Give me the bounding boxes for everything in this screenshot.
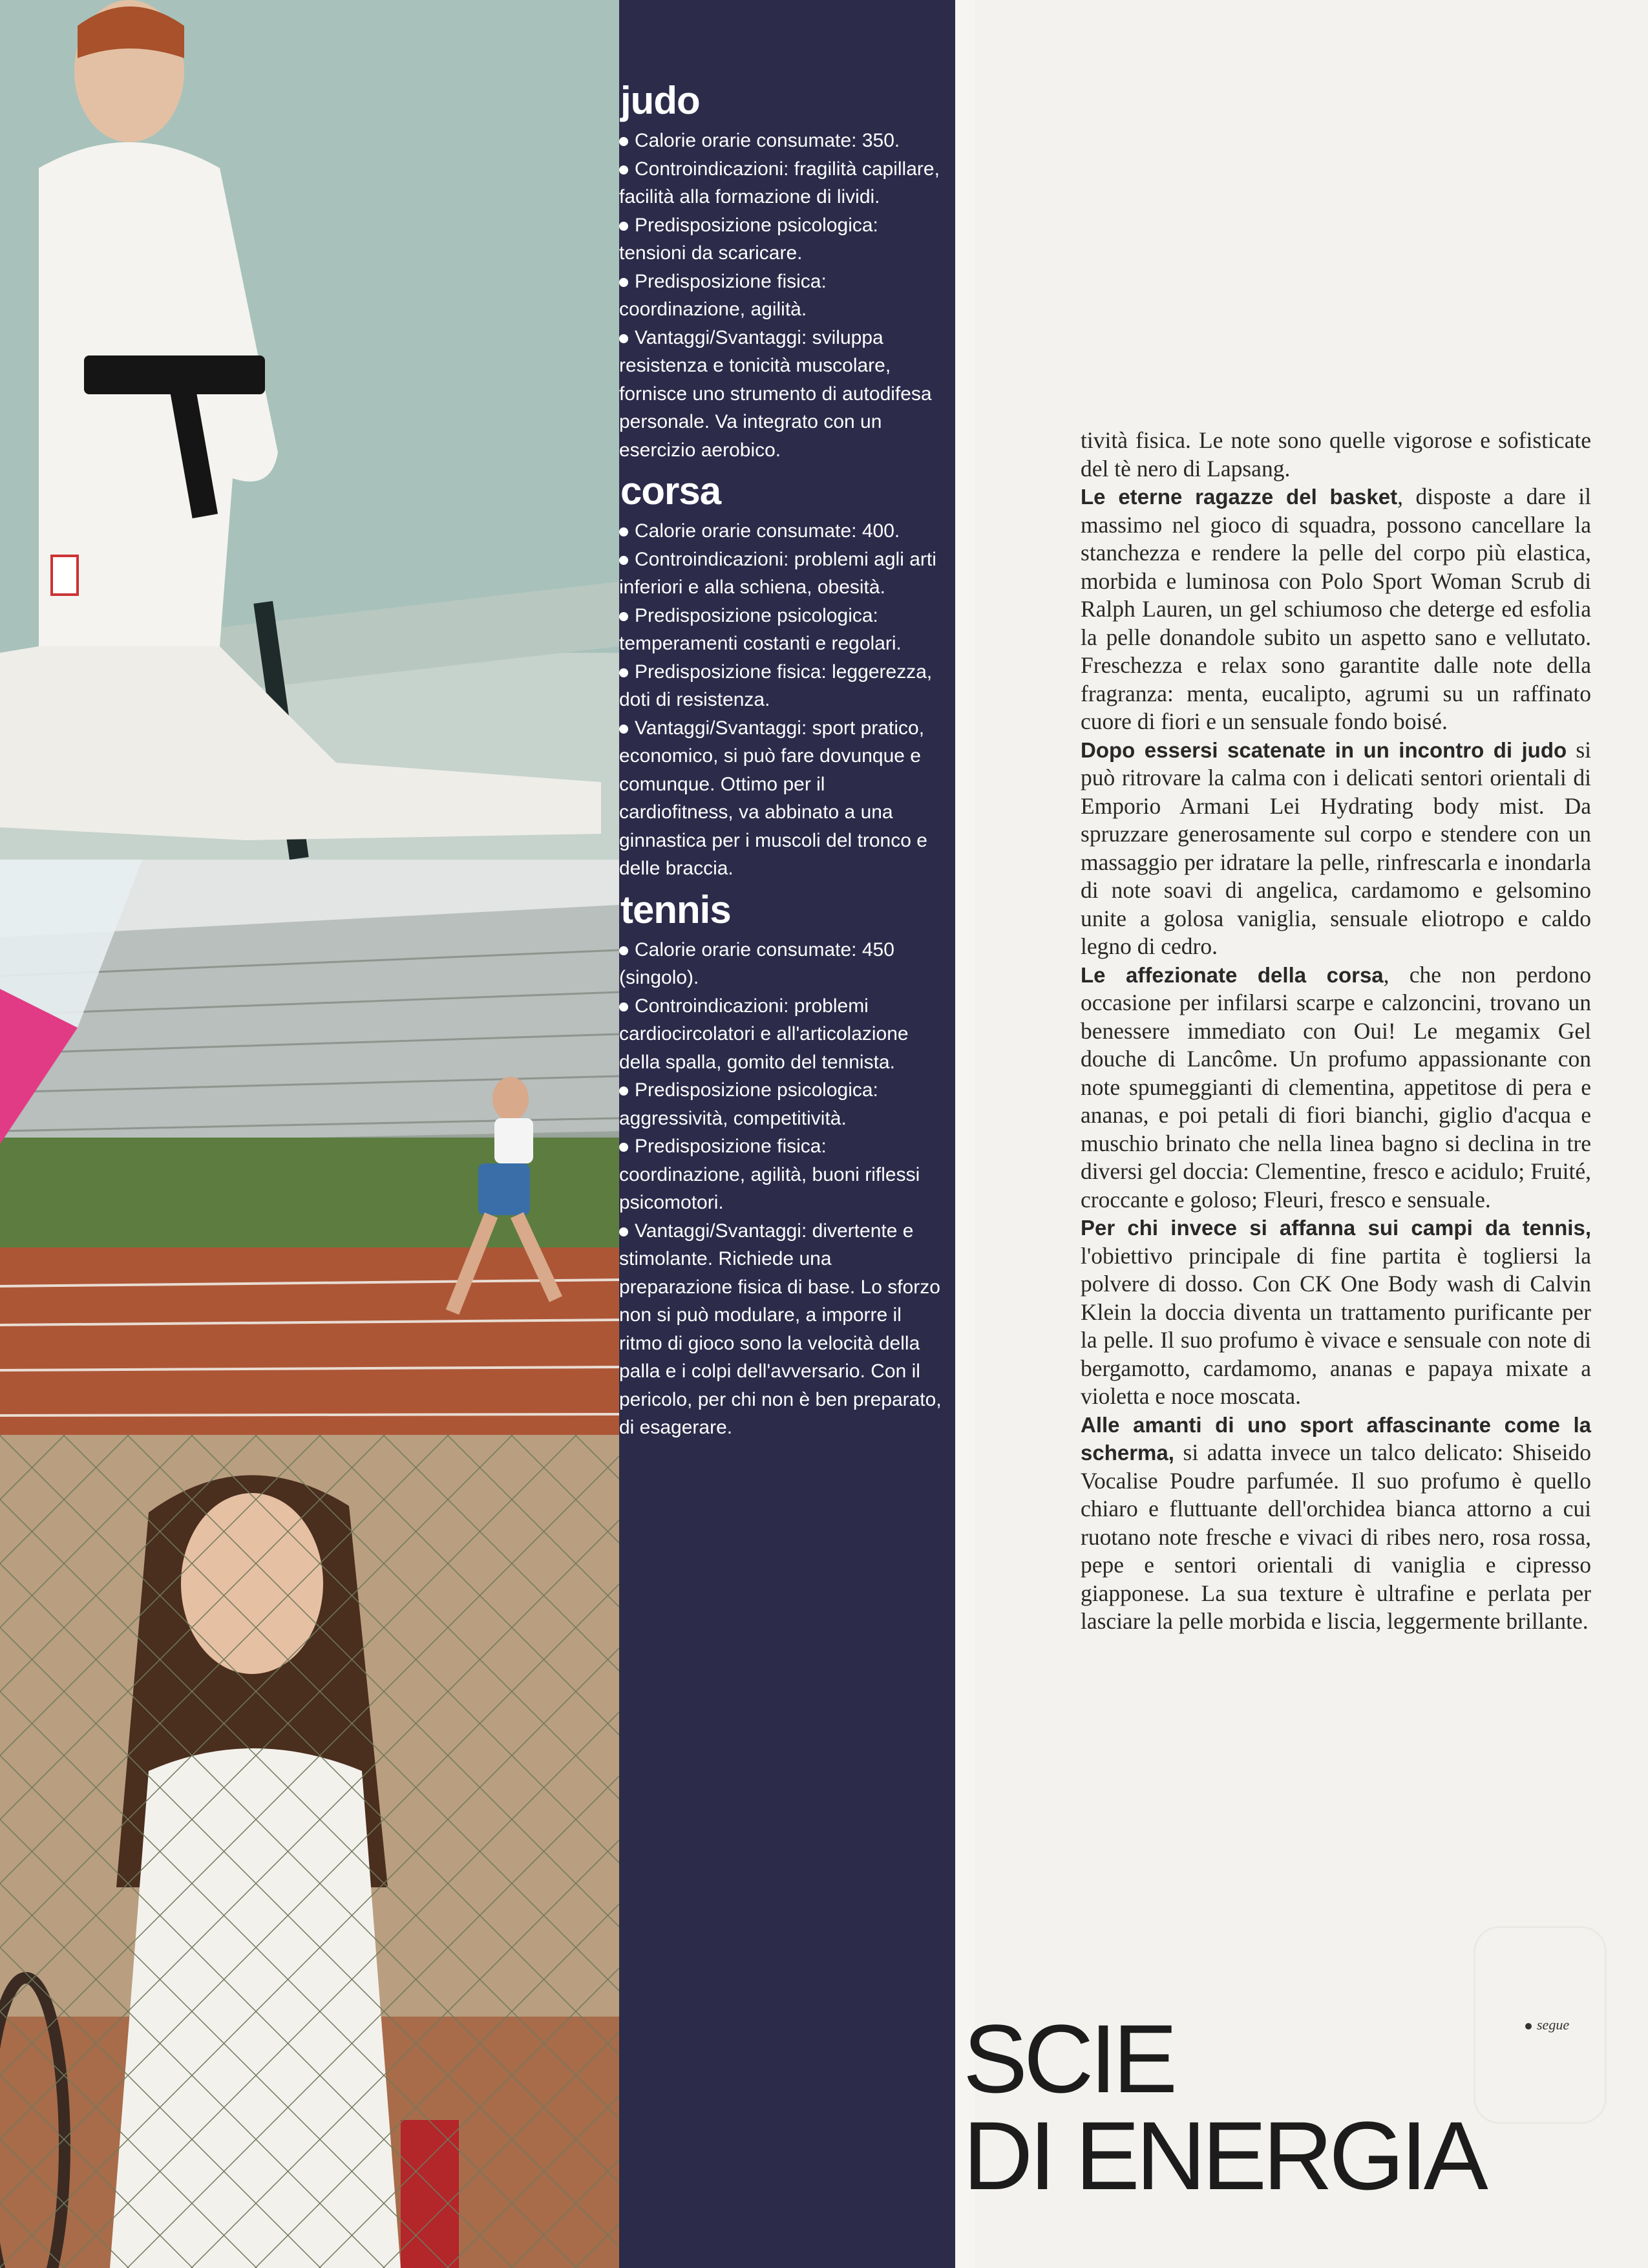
tennis-item-text: Predisposizione psicologica: aggressività, competitività. [619, 1079, 878, 1129]
paragraph-text: , che non perdono occasione per infilarsi scarpe e calzoncini, trovano un benessere immediato con Oui! Le megamix Gel douche di Lancôme. Un profumo appassionante con note spumeggianti di clementina, appetitose di pera e ananas, e poi petali di fiori bianchi, giglio d'acqua e muschio brinato che nella linea bagno si declina in tre diversi gel doccia: Clementine, fresco e acidulo; Fruité, croccante e goloso; Fleuri, fresco e sensuale. [1081, 961, 1592, 1213]
corsa-item [619, 517, 942, 546]
bullet-icon [619, 946, 628, 955]
bullet-icon [619, 334, 628, 343]
bullet-icon [619, 527, 628, 536]
paragraph-text: si adatta invece un talco delicato: Shiseido Vocalise Poudre parfumée. Il suo profumo è quello chiaro e fluttuante dell'orchidea bianca attorno a cui ruotano note fresche e vivaci di ribes nero, rosa rossa, pepe e sentori orientali di vaniglia e cipresso giapponese. La sua texture è ultrafine e perlata per lasciare la pelle morbida e liscia, leggermente brillante. [1081, 1439, 1591, 1634]
segue-label: segue [1537, 2017, 1570, 2033]
tennis-item [619, 992, 942, 1077]
bullet-icon [619, 1086, 628, 1096]
article-paragraph [1081, 736, 1591, 961]
paragraph-lead: Alle amanti di uno sport affascinante come la scherma, [1081, 1412, 1591, 1465]
section-title-tennis: tennis [620, 887, 731, 931]
article-body [1081, 427, 1591, 1636]
background-watermark-shape [1474, 1926, 1607, 2124]
article-paragraph [1081, 1411, 1591, 1636]
corsa-photo [0, 860, 619, 1435]
page-headline [963, 2004, 1484, 2210]
bullet-icon [619, 165, 628, 175]
bullet-icon [619, 1227, 628, 1236]
tennis-item [619, 1132, 942, 1217]
bullet-icon [619, 725, 628, 734]
paragraph-text: si può ritrovare la calma con i delicati sentori orientali di Emporio Armani Lei Hydrating body mist. Da spruzzare generosamente sul corpo e stendere con un massaggio per idratare la pelle, rinfrescarla e inondarla di note soavi di angelica, cardamomo e gelsomino unite a golosa vaniglia, sensuale eliotropo e caldo legno di cedro. [1081, 736, 1592, 959]
corsa-item-text: Predisposizione psicologica: temperamenti costanti e regolari. [619, 604, 902, 654]
bullet-icon [619, 1002, 628, 1012]
bullet-icon [619, 612, 628, 621]
paragraph-lead: Per chi invece si affanna sui campi da tennis, [1081, 1216, 1591, 1240]
corsa-item-text: Predisposizione fisica: leggerezza, doti di resistenza. [619, 661, 933, 710]
corsa-item-text: Vantaggi/Svantaggi: sport pratico, economico, si può fare dovunque e comunque. Ottimo per il cardiofitness, va abbinato a una ginnastica per i muscoli del tronco e delle braccia. [619, 717, 927, 879]
judo-item [619, 324, 942, 465]
tennis-photo [0, 1435, 619, 2268]
corsa-item [619, 546, 942, 602]
tennis-item-text: Vantaggi/Svantaggi: divertente e stimolante. Richiede una preparazione fisica di base. Lo sforzo non si può modulare, a imporre il ritmo di gioco sono la velocità della palla e i colpi dell'avversario. Con il pericolo, per chi non è ben preparato, di esagerare. [619, 1220, 942, 1438]
paragraph-lead: Le eterne ragazze del basket [1081, 485, 1398, 509]
article-paragraph [1081, 961, 1591, 1214]
judo-item-text: Vantaggi/Svantaggi: sviluppa resistenza e tonicità muscolare, fornisce uno strumento di autodifesa personale. Va integrato con un esercizio aerobico. [619, 326, 932, 461]
corsa-item-text: Controindicazioni: problemi agli arti inferiori e alla schiena, obesità. [619, 548, 936, 598]
corsa-item [619, 714, 942, 883]
bullet-icon [619, 278, 628, 287]
judo-photo-illustration [0, 0, 619, 860]
bullet-icon [619, 222, 628, 231]
paragraph-lead: Le affezionate della corsa [1081, 962, 1384, 987]
judo-item-text: Predisposizione psicologica: tensioni da scaricare. [619, 214, 878, 264]
tennis-item [619, 1217, 942, 1442]
section-judo [619, 78, 942, 464]
tennis-item [619, 936, 942, 992]
judo-item-text: Calorie orarie consumate: 350. [635, 130, 900, 151]
sport-factsheet-sidebar [619, 78, 942, 1446]
paragraph-lead: Dopo essersi scatenate in un incontro di judo [1081, 737, 1567, 762]
paragraph-text: , disposte a dare il massimo nel gioco di squadra, possono cancellare la stanchezza e rendere la pelle del corpo più elastica, morbida e luminosa con Polo Sport Woman Scrub di Ralph Lauren, un gel schiumoso che deterge ed esfolia la pelle donandole subito un aspetto sano e vellutato. Freschezza e relax sono garantite dalle note della fragranza: menta, eucalipto, agrumi su un raffinato cuore di fiori e un sensuale fondo boisé. [1081, 483, 1591, 734]
corsa-photo-illustration [0, 860, 619, 1435]
judo-item-text: Controindicazioni: fragilità capillare, facilità alla formazione di lividi. [619, 158, 940, 207]
section-corsa [619, 468, 942, 883]
article-paragraph [1081, 1214, 1591, 1411]
judo-item [619, 127, 942, 155]
paragraph-text: l'obiettivo principale di fine partita è togliersi la polvere di dosso. Con CK One Body wash di Calvin Klein la doccia diventa un trattamento purificante per la pelle. Il suo profumo è vivace e sensuale con note di bergamotto, cardamomo, ananas e papaya mixate a violetta e noce moscata. [1081, 1242, 1591, 1409]
corsa-item [619, 658, 942, 714]
corsa-item [619, 602, 942, 658]
article-paragraph [1081, 483, 1591, 736]
article-paragraph [1081, 427, 1591, 483]
bullet-icon [619, 556, 628, 565]
judo-item [619, 211, 942, 268]
judo-item-text: Predisposizione fisica: coordinazione, agilità. [619, 270, 827, 320]
section-title-corsa: corsa [620, 469, 721, 513]
headline-line-1: SCIE [963, 2004, 1174, 2113]
tennis-item-text: Calorie orarie consumate: 450 (singolo). [619, 938, 894, 988]
headline-line-2: DI ENERGIA [963, 2101, 1484, 2210]
tennis-photo-illustration [0, 1435, 619, 2268]
bullet-icon [619, 1143, 628, 1152]
judo-item [619, 268, 942, 324]
bullet-icon [619, 668, 628, 677]
judo-photo [0, 0, 619, 860]
tennis-item-text: Controindicazioni: problemi cardiocircolatori e all'articolazione della spalla, gomito del tennista. [619, 995, 909, 1073]
section-title-judo: judo [620, 79, 700, 122]
tennis-item [619, 1076, 942, 1132]
tennis-item-text: Predisposizione fisica: coordinazione, agilità, buoni riflessi psicomotori. [619, 1136, 920, 1213]
paragraph-text: tività fisica. Le note sono quelle vigorose e sofisticate del tè nero di Lapsang. [1081, 427, 1591, 482]
bullet-icon [619, 137, 628, 146]
page-gutter [955, 0, 975, 2268]
corsa-item-text: Calorie orarie consumate: 400. [635, 520, 900, 542]
section-tennis [619, 887, 942, 1442]
judo-item [619, 155, 942, 211]
